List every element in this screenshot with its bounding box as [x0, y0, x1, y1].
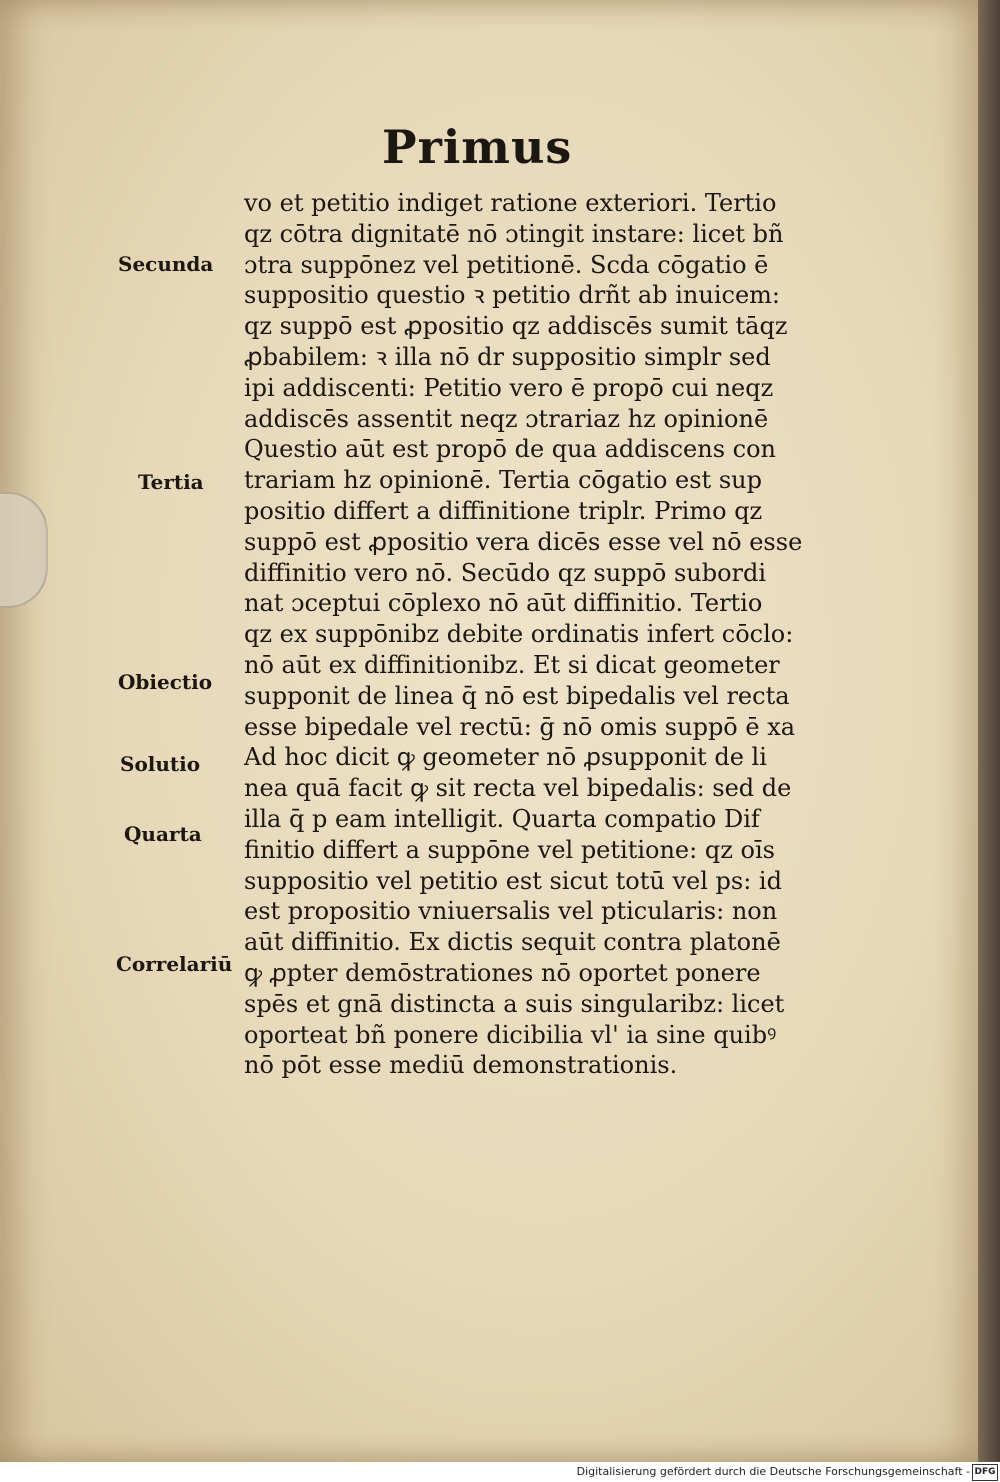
margin-note-correlarium: Correlariū	[116, 952, 233, 976]
text-line: Questio aūt est propō de qua addiscens con	[244, 435, 776, 464]
footer-credit: Digitalisierung gefördert durch die Deutsche Forschungsgemeinschaft -	[576, 1465, 970, 1478]
text-line: aūt diffinitio. Ex dictis sequit contra platonē	[244, 928, 781, 957]
running-title: Primus	[382, 120, 573, 174]
margin-note-obiectio: Obiectio	[118, 670, 213, 694]
text-line: ꝓbabilem: ꝛ illa nō dr suppositio simplr sed	[244, 342, 771, 371]
text-line: vo et petitio indiget ratione exteriori. Tertio	[244, 189, 777, 217]
text-line: est propositio vniuersalis vel pticularis: non	[244, 897, 778, 926]
text-line: trariam hz opinionē. Tertia cōgatio est sup	[244, 466, 762, 495]
body-text	[244, 188, 830, 1081]
text-line: nō pōt esse mediū demonstrationis.	[244, 1051, 678, 1080]
text-line: ipi addiscenti: Petitio vero ē propō cui neqz	[244, 373, 774, 402]
text-line: ɔtra suppōnez vel petitionē. Scda cōgatio ē	[244, 250, 769, 279]
text-line: suppositio vel petitio est sicut totū vel ps: id	[244, 866, 782, 895]
text-line: addiscēs assentit neqz ɔtrariaz hz opinionē	[244, 404, 769, 433]
text-line: illa q̄ p eam intelligit. Quarta compatio Dif	[244, 804, 760, 833]
text-line: nō aūt ex diffinitionibz. Et si dicat geometer	[244, 650, 780, 679]
text-line: nea quā facit ꝙ sit recta vel bipedalis: sed de	[244, 774, 792, 803]
text-line: positio differt a diffinitione triplr. Primo qz	[244, 496, 763, 525]
text-line: finitio differt a suppōne vel petitione: qz oīs	[244, 835, 775, 864]
text-line: qz ex suppōnibz debite ordinatis infert cōclo:	[244, 620, 794, 649]
footer-bar	[0, 1462, 1000, 1482]
page-clip	[0, 492, 48, 608]
page-edge	[978, 0, 1000, 1462]
text-line: diffinitio vero nō. Secūdo qz suppō subordi	[244, 558, 767, 587]
text-line: esse bipedale vel rectū: ḡ nō omis suppō ē xa	[244, 712, 796, 741]
margin-note-solutio: Solutio	[120, 752, 201, 776]
dfg-logo-icon: DFG	[972, 1464, 998, 1481]
margin-note-secunda: Secunda	[118, 252, 214, 276]
text-line: qz suppō est ꝓpositio qz addiscēs sumit tāqz	[244, 312, 788, 341]
text-line: supponit de linea q̄ nō est bipedalis vel recta	[244, 681, 790, 710]
text-line: spēs et gnā distincta a suis singularibz: licet	[244, 989, 785, 1018]
text-line: nat ɔceptui cōplexo nō aūt diffinitio. Tertio	[244, 589, 763, 618]
text-line: qz cōtra dignitatē nō ɔtingit instare: licet bñ	[244, 219, 784, 248]
text-line: ꝙ ꝓpter demōstrationes nō oportet ponere	[244, 958, 761, 987]
margin-note-tertia: Tertia	[138, 470, 204, 494]
text-line: suppositio questio ꝛ petitio drñt ab inuicem:	[244, 281, 780, 310]
text-line: suppō est ꝓpositio vera dicēs esse vel nō esse	[244, 527, 803, 556]
margin-note-quarta: Quarta	[124, 822, 202, 846]
text-line: oporteat bñ ponere dicibilia vl' ia sine quibꝰ	[244, 1020, 777, 1049]
text-line: Ad hoc dicit ꝙ geometer nō ꝓsupponit de li	[244, 743, 767, 772]
